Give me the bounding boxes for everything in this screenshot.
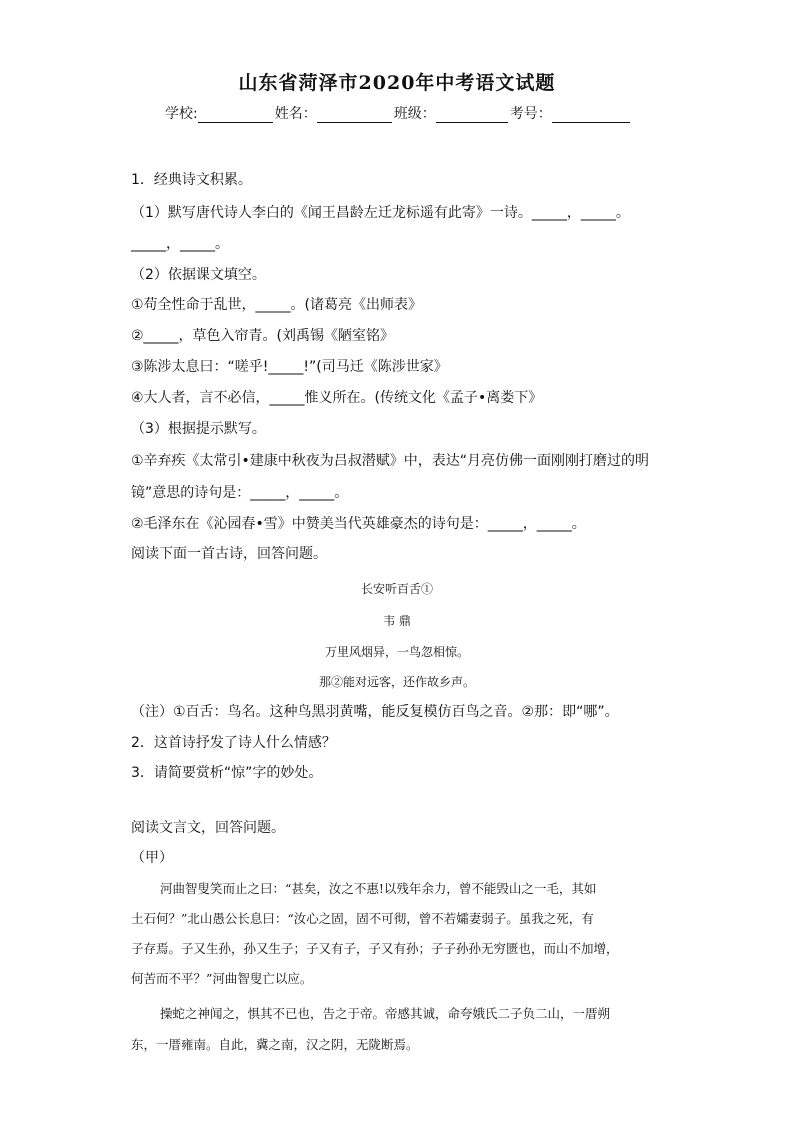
student-info-row	[165, 103, 632, 123]
poem-note: （注）①百舌：鸟名。这种鸟黑羽黄嘴，能反复模仿百鸟之音。②那：即“哪”。	[131, 704, 619, 720]
q1-p3-a-line2: 镜”意思的诗句是：_____，_____。	[131, 485, 349, 501]
school-blank[interactable]	[198, 108, 273, 123]
number-blank[interactable]	[552, 108, 630, 123]
q1-p2-heading: （2）依据课文填空。	[131, 267, 266, 283]
q1-p3-heading: （3）根据提示默写。	[131, 421, 266, 437]
q1-p3-a-line1: ①辛弃疾《太常引•建康中秋夜为吕叔潜赋》中，表达“月亮仿佛一面刚刚打磨过的明	[131, 453, 650, 469]
wenyan-para2-line1: 操蛇之神闻之，惧其不已也，告之于帝。帝感其诚，命夸娥氏二子负二山，一厝朔	[160, 1006, 611, 1021]
wenyan-para1-line3: 子存焉。子又生孙，孙又生子；子又有子，子又有孙；子子孙孙无穷匮也，而山不加增，	[131, 941, 619, 956]
poem-title: 长安听百舌①	[360, 582, 433, 596]
poem-line-2: 那②能对远客，还作故乡声。	[318, 675, 475, 689]
q1-p1-line2: _____，_____。	[131, 236, 229, 252]
wenyan-para2-line2: 东，一厝雍南。自此，冀之南，汉之阴，无陇断焉。	[131, 1037, 419, 1052]
q1-heading: 1．经典诗文积累。	[131, 172, 252, 188]
school-label: 学校:	[165, 106, 198, 122]
poem-line-1: 万里风烟异，一鸟忽相惊。	[324, 645, 469, 659]
name-blank[interactable]	[317, 108, 392, 123]
wenyan-intro: 阅读文言文，回答问题。	[131, 820, 285, 836]
q1-p2-b: ②_____，草色入帘青。(刘禹锡《陋室铭》	[131, 328, 395, 344]
poem-intro: 阅读下面一首古诗，回答问题。	[131, 546, 327, 562]
question-2: 2．这首诗抒发了诗人什么情感？	[131, 735, 336, 751]
q1-p1-line1: （1）默写唐代诗人李白的《闻王昌龄左迁龙标遥有此寄》一诗。_____，_____。	[131, 205, 630, 221]
wenyan-para1-line2: 土石何？”北山愚公长息曰：“汝心之固，固不可彻，曾不若孀妻弱子。虽我之死，有	[131, 911, 594, 926]
wenyan-para1-line1: 河曲智叟笑而止之曰：“甚矣，汝之不惠!以残年余力，曾不能毁山之一毛，其如	[160, 881, 597, 896]
page-title: 山东省菏泽市2020年中考语文试题	[238, 72, 556, 94]
q1-p2-c: ③陈涉太息曰：“嗟乎!_____!”(司马迁《陈涉世家》	[131, 359, 448, 375]
poem-author: 韦 鼎	[383, 614, 411, 628]
wenyan-para1-line4: 何苦而不平？”河曲智叟亡以应。	[131, 971, 313, 986]
question-3: 3．请简要赏析“惊”字的妙处。	[131, 765, 323, 781]
q1-p3-b: ②毛泽东在《沁园春•雪》中赞美当代英雄豪杰的诗句是：_____，_____。	[131, 516, 586, 532]
wenyan-jia-label: （甲）	[131, 850, 173, 866]
q1-p2-d: ④大人者，言不必信，_____惟义所在。(传统文化《孟子•离娄下》	[131, 390, 543, 406]
number-label: 考号：	[509, 106, 552, 122]
class-label: 班级：	[393, 106, 436, 122]
name-label: 姓名：	[274, 106, 317, 122]
q1-p2-a: ①苟全性命于乱世，_____。(诸葛亮《出师表》	[131, 297, 423, 313]
class-blank[interactable]	[436, 108, 508, 123]
